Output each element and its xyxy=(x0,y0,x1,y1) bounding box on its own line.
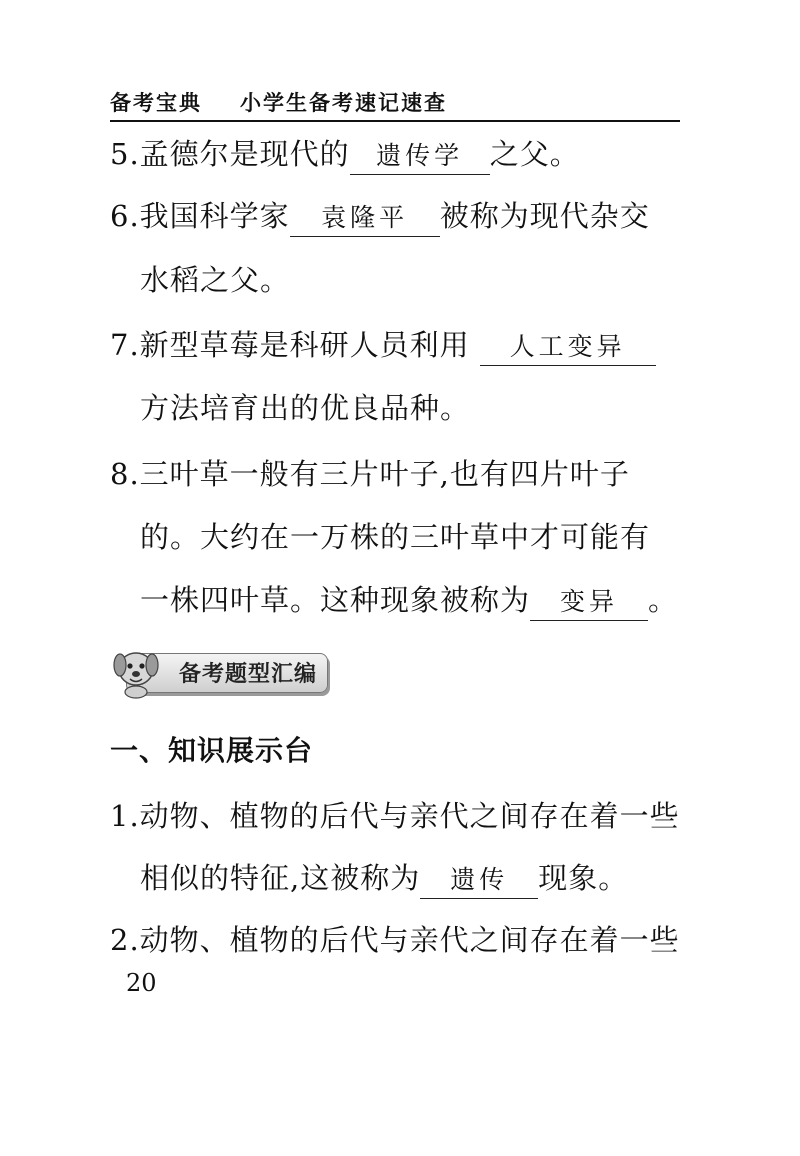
section-question-1: 1.动物、植物的后代与亲代之间存在着一些 xyxy=(110,799,680,833)
question-text: 被称为现代杂交 xyxy=(439,199,650,233)
answer-blank: 遗传 xyxy=(420,862,538,899)
page-header xyxy=(110,90,680,122)
question-text: 现象。 xyxy=(538,861,629,895)
question-text: 孟德尔是现代的 xyxy=(139,137,350,171)
question-text: 一株四叶草。这种现象被称为 xyxy=(140,583,531,617)
question-8-continued-2 xyxy=(140,580,678,621)
answer-blank: 袁隆平 xyxy=(290,200,440,237)
book-title: 备考宝典 xyxy=(110,91,202,115)
question-text: 新型草莓是科研人员利用 xyxy=(139,328,470,362)
question-number: 6. xyxy=(110,199,140,233)
question-text: 之父。 xyxy=(489,137,580,171)
section-title: 一、知识展示台 xyxy=(110,734,314,767)
answer-blank: 遗传学 xyxy=(350,138,490,175)
page-number: 20 xyxy=(126,969,157,997)
question-text: 相似的特征,这被称为 xyxy=(140,861,421,895)
question-8 xyxy=(110,454,630,494)
answer-blank: 人工变异 xyxy=(480,329,656,366)
question-number: 8. xyxy=(110,457,140,491)
question-number: 5. xyxy=(110,137,140,171)
question-7-continued: 方法培育出的优良品种。 xyxy=(140,391,471,425)
badge-label: 备考题型汇编 xyxy=(179,662,318,687)
cartoon-dog-icon xyxy=(108,643,164,699)
question-text: 三叶草一般有三片叶子,也有四片叶子 xyxy=(139,457,630,491)
question-6 xyxy=(110,196,650,237)
question-7 xyxy=(110,325,656,366)
book-subtitle: 小学生备考速记速查 xyxy=(240,91,447,115)
question-8-continued: 的。大约在一万株的三叶草中才可能有 xyxy=(140,520,651,554)
section-badge xyxy=(108,643,330,699)
answer-blank: 变异 xyxy=(530,584,648,621)
question-6-continued: 水稻之父。 xyxy=(140,263,291,297)
section-question-1-continued xyxy=(140,858,628,899)
section-question-2: 2.动物、植物的后代与亲代之间存在着一些 xyxy=(110,923,680,957)
question-text: 。 xyxy=(648,583,679,617)
question-number: 7. xyxy=(110,328,140,362)
question-text: 我国科学家 xyxy=(139,199,290,233)
question-5 xyxy=(110,134,580,175)
